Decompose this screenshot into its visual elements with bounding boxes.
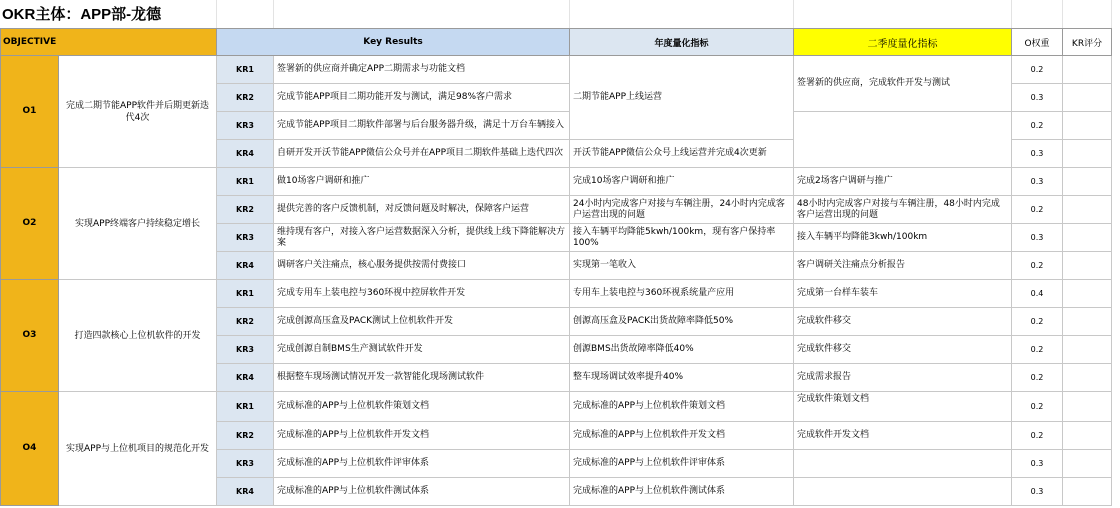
objective-id: O1 bbox=[1, 56, 59, 168]
kr-id: KR1 bbox=[217, 168, 274, 196]
kr-score[interactable] bbox=[1063, 56, 1112, 84]
gridline bbox=[1011, 0, 1012, 28]
kr-score[interactable] bbox=[1063, 450, 1112, 478]
okr-table bbox=[0, 28, 1112, 506]
annual-metric: 开沃节能APP微信公众号上线运营并完成4次更新 bbox=[570, 140, 794, 168]
kr-weight: 0.2 bbox=[1012, 422, 1063, 450]
annual-metric: 二期节能APP上线运营 bbox=[570, 56, 794, 140]
objective-text: 实现APP与上位机项目的规范化开发 bbox=[59, 392, 217, 506]
kr-weight: 0.2 bbox=[1012, 252, 1063, 280]
q2-metric: 48小时内完成客户对接与车辆注册，48小时内完成客户运营出现的问题 bbox=[794, 196, 1012, 224]
q2-metric: 完成软件移交 bbox=[794, 336, 1012, 364]
kr-text: 完成标准的APP与上位机软件测试体系 bbox=[274, 478, 570, 506]
kr-id: KR1 bbox=[217, 56, 274, 84]
kr-weight: 0.4 bbox=[1012, 280, 1063, 308]
kr-score[interactable] bbox=[1063, 84, 1112, 112]
kr-score[interactable] bbox=[1063, 308, 1112, 336]
kr-score[interactable] bbox=[1063, 252, 1112, 280]
kr-weight: 0.2 bbox=[1012, 308, 1063, 336]
q2-metric: 完成软件移交 bbox=[794, 308, 1012, 336]
kr-score[interactable] bbox=[1063, 478, 1112, 506]
q2-metric: 完成需求报告 bbox=[794, 364, 1012, 392]
page-title: OKR主体：APP部-龙德 bbox=[2, 6, 162, 23]
kr-weight: 0.2 bbox=[1012, 56, 1063, 84]
gridline bbox=[273, 0, 274, 28]
annual-metric: 24小时内完成客户对接与车辆注册，24小时内完成客户运营出现的问题 bbox=[570, 196, 794, 224]
kr-id: KR4 bbox=[217, 478, 274, 506]
weight-header: O权重 bbox=[1012, 29, 1063, 56]
q2-metric: 签署新的供应商，完成软件开发与测试 bbox=[794, 56, 1012, 112]
kr-text: 完成标准的APP与上位机软件策划文档 bbox=[274, 392, 570, 422]
kr-id: KR3 bbox=[217, 224, 274, 252]
q2-metric: 完成第一台样车装车 bbox=[794, 280, 1012, 308]
objective-text: 完成二期节能APP软件并后期更新迭代4次 bbox=[59, 56, 217, 168]
gridline bbox=[1062, 0, 1063, 28]
kr-id: KR3 bbox=[217, 336, 274, 364]
annual-metric: 完成标准的APP与上位机软件开发文档 bbox=[570, 422, 794, 450]
table-row bbox=[1, 280, 1112, 308]
q2-metric: 完成2场客户调研与推广 bbox=[794, 168, 1012, 196]
kr-id: KR4 bbox=[217, 364, 274, 392]
annual-metric: 完成标准的APP与上位机软件测试体系 bbox=[570, 478, 794, 506]
kr-weight: 0.3 bbox=[1012, 140, 1063, 168]
title-row bbox=[0, 0, 1120, 28]
annual-metric-header: 年度量化指标 bbox=[570, 29, 794, 56]
gridline bbox=[569, 0, 570, 28]
kr-text: 维持现有客户，对接入客户运营数据深入分析，提供线上线下降能解决方案 bbox=[274, 224, 570, 252]
kr-text: 做10场客户调研和推广 bbox=[274, 168, 570, 196]
kr-score[interactable] bbox=[1063, 336, 1112, 364]
kr-text: 完成节能APP项目二期软件部署与后台服务器升级，满足十万台车辆接入 bbox=[274, 112, 570, 140]
annual-metric: 实现第一笔收入 bbox=[570, 252, 794, 280]
q2-metric: 完成软件策划文档 bbox=[794, 392, 1012, 422]
kr-score[interactable] bbox=[1063, 140, 1112, 168]
annual-metric: 接入车辆平均降能5kwh/100km，现有客户保持率100% bbox=[570, 224, 794, 252]
kr-text: 提供完善的客户反馈机制，对反馈问题及时解决，保障客户运营 bbox=[274, 196, 570, 224]
annual-metric: 完成10场客户调研和推广 bbox=[570, 168, 794, 196]
q2-metric: 接入车辆平均降能3kwh/100km bbox=[794, 224, 1012, 252]
kr-text: 自研开发开沃节能APP微信公众号并在APP项目二期软件基础上迭代四次 bbox=[274, 140, 570, 168]
annual-metric: 完成标准的APP与上位机软件策划文档 bbox=[570, 392, 794, 422]
kr-score[interactable] bbox=[1063, 364, 1112, 392]
kr-id: KR4 bbox=[217, 252, 274, 280]
kr-id: KR2 bbox=[217, 196, 274, 224]
kr-text: 完成标准的APP与上位机软件开发文档 bbox=[274, 422, 570, 450]
kr-text: 完成标准的APP与上位机软件评审体系 bbox=[274, 450, 570, 478]
annual-metric: 专用车上装电控与360环视系统量产应用 bbox=[570, 280, 794, 308]
gridline bbox=[216, 0, 217, 28]
kr-weight: 0.3 bbox=[1012, 84, 1063, 112]
kr-text: 完成节能APP项目二期功能开发与测试，满足98%客户需求 bbox=[274, 84, 570, 112]
kr-id: KR3 bbox=[217, 112, 274, 140]
kr-text: 完成创源自制BMS生产测试软件开发 bbox=[274, 336, 570, 364]
header-row bbox=[1, 29, 1112, 56]
q2-metric: 完成软件开发文档 bbox=[794, 422, 1012, 450]
kr-weight: 0.3 bbox=[1012, 478, 1063, 506]
annual-metric: 创源BMS出货故障率降低40% bbox=[570, 336, 794, 364]
kr-weight: 0.3 bbox=[1012, 168, 1063, 196]
kr-text: 完成专用车上装电控与360环视中控屏软件开发 bbox=[274, 280, 570, 308]
annual-metric: 完成标准的APP与上位机软件评审体系 bbox=[570, 450, 794, 478]
kr-text: 签署新的供应商并确定APP二期需求与功能文档 bbox=[274, 56, 570, 84]
kr-weight: 0.2 bbox=[1012, 112, 1063, 140]
kr-score[interactable] bbox=[1063, 224, 1112, 252]
kr-weight: 0.2 bbox=[1012, 364, 1063, 392]
annual-metric: 创源高压盒及PACK出货故障率降低50% bbox=[570, 308, 794, 336]
kr-weight: 0.2 bbox=[1012, 196, 1063, 224]
kr-score[interactable] bbox=[1063, 392, 1112, 422]
kr-text: 完成创源高压盒及PACK测试上位机软件开发 bbox=[274, 308, 570, 336]
objective-text: 打造四款核心上位机软件的开发 bbox=[59, 280, 217, 392]
kr-id: KR2 bbox=[217, 308, 274, 336]
objective-id: O2 bbox=[1, 168, 59, 280]
kr-text: 根据整车现场测试情况开发一款智能化现场测试软件 bbox=[274, 364, 570, 392]
kr-weight: 0.2 bbox=[1012, 392, 1063, 422]
kr-text: 调研客户关注痛点，核心服务提供按需付费接口 bbox=[274, 252, 570, 280]
kr-weight: 0.3 bbox=[1012, 450, 1063, 478]
kr-score[interactable] bbox=[1063, 112, 1112, 140]
key-results-header: Key Results bbox=[217, 29, 570, 56]
kr-score[interactable] bbox=[1063, 422, 1112, 450]
gridline bbox=[1111, 0, 1112, 28]
objective-text: 实现APP终端客户持续稳定增长 bbox=[59, 168, 217, 280]
kr-id: KR1 bbox=[217, 392, 274, 422]
objective-id: O4 bbox=[1, 392, 59, 506]
kr-weight: 0.3 bbox=[1012, 224, 1063, 252]
table-row bbox=[1, 392, 1112, 422]
kr-id: KR1 bbox=[217, 280, 274, 308]
score-header: KR评分 bbox=[1063, 29, 1112, 56]
kr-id: KR4 bbox=[217, 140, 274, 168]
kr-score[interactable] bbox=[1063, 168, 1112, 196]
q2-metric bbox=[794, 478, 1012, 506]
q2-metric-header: 二季度量化指标 bbox=[794, 29, 1012, 56]
kr-id: KR2 bbox=[217, 84, 274, 112]
gridline bbox=[793, 0, 794, 28]
q2-metric: 客户调研关注痛点分析报告 bbox=[794, 252, 1012, 280]
table-row bbox=[1, 56, 1112, 84]
table-row bbox=[1, 168, 1112, 196]
kr-score[interactable] bbox=[1063, 280, 1112, 308]
annual-metric: 整车现场调试效率提升40% bbox=[570, 364, 794, 392]
kr-id: KR2 bbox=[217, 422, 274, 450]
objective-header: OBJECTIVE bbox=[1, 29, 217, 56]
kr-score[interactable] bbox=[1063, 196, 1112, 224]
kr-weight: 0.2 bbox=[1012, 336, 1063, 364]
q2-metric bbox=[794, 112, 1012, 168]
kr-id: KR3 bbox=[217, 450, 274, 478]
q2-metric bbox=[794, 450, 1012, 478]
objective-id: O3 bbox=[1, 280, 59, 392]
